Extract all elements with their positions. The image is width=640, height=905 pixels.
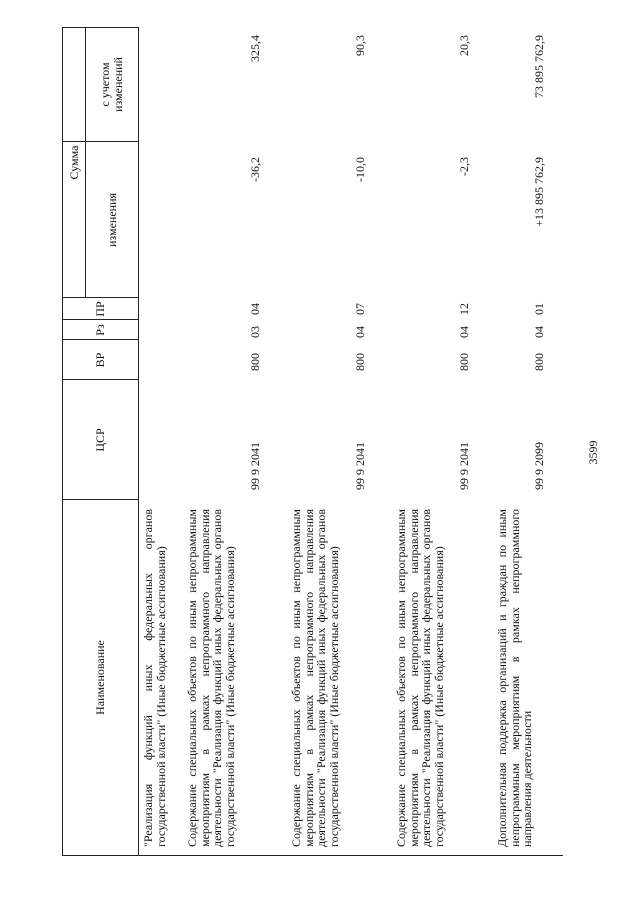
- header-change: изменения: [104, 192, 119, 248]
- budget-table: [62, 27, 563, 856]
- header-vr: ВР: [93, 352, 107, 368]
- row-2-rz: 03: [248, 326, 262, 338]
- header-name: Наименование: [93, 640, 107, 715]
- row-4-name: Содержание специальных объектов по иным непрограммным мероприятиям в рамках непрограммного направления деятельности "Реализация функций иных федеральных органов государственной власти" (Иные бюджетные ассигнования): [394, 509, 446, 847]
- row-5-rz: 04: [532, 326, 546, 338]
- row-4-pr: 12: [457, 303, 471, 315]
- row-3-pr: 07: [353, 303, 367, 315]
- row-3-vr: 800: [353, 353, 367, 371]
- row-2-vr: 800: [248, 353, 262, 371]
- row-5-name: Дополнительная поддержка организаций и граждан по иным непрограммным мероприятиям в рамках непрограммного направления деятельности: [495, 509, 535, 847]
- row-3-rz: 04: [353, 326, 367, 338]
- header-with-changes: с учетом изменений: [98, 57, 125, 112]
- header-pr: ПР: [93, 301, 107, 317]
- row-5-total: 73 895 762,9: [532, 35, 546, 98]
- page-number: 3599: [586, 440, 600, 465]
- row-4-change: -2,3: [457, 157, 471, 176]
- row-2-total: 325,4: [248, 35, 262, 62]
- header-sum: Сумма: [66, 145, 81, 180]
- header-rz: Рз: [93, 324, 107, 336]
- row-5-vr: 800: [532, 353, 546, 371]
- row-3-change: -10,0: [353, 157, 367, 182]
- row-4-rz: 04: [457, 326, 471, 338]
- row-3-total: 90,3: [353, 35, 367, 56]
- table-header: [63, 27, 139, 855]
- row-5-csr: 99 9 2099: [532, 442, 546, 490]
- row-1-name: "Реализация функций иных федеральных органов государственной власти" (Иные бюджетные ассигнования): [141, 509, 168, 847]
- row-5-change: +13 895 762,9: [532, 157, 546, 227]
- row-2-pr: 04: [248, 303, 262, 315]
- header-csr: ЦСР: [93, 428, 107, 452]
- row-4-total: 20,3: [457, 35, 471, 56]
- row-2-name: Содержание специальных объектов по иным непрограммным мероприятиям в рамках непрограммного направления деятельности "Реализация функций иных федеральных органов государственной власти" (Иные бюджетные ассигнования): [185, 509, 237, 847]
- row-2-csr: 99 9 2041: [248, 442, 262, 490]
- row-3-csr: 99 9 2041: [353, 442, 367, 490]
- row-4-csr: 99 9 2041: [457, 442, 471, 490]
- row-4-vr: 800: [457, 353, 471, 371]
- row-2-change: -36,2: [248, 157, 262, 182]
- row-5-pr: 01: [532, 303, 546, 315]
- row-3-name: Содержание специальных объектов по иным непрограммным мероприятиям в рамках непрограммного направления деятельности "Реализация функций иных федеральных органов государственной власти" (Иные бюджетные ассигнования): [289, 509, 341, 847]
